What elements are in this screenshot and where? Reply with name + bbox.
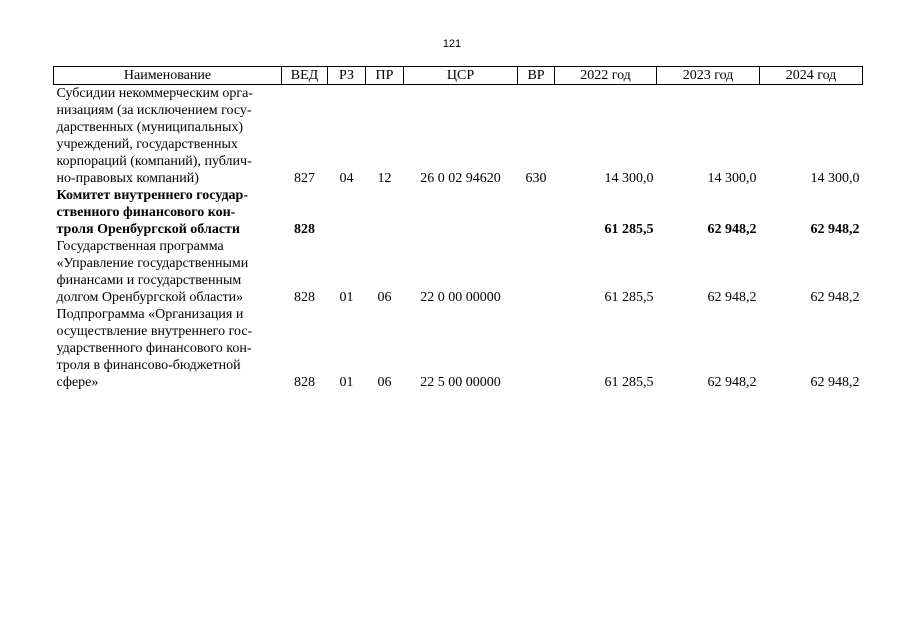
name-line: «Управление государственными [56, 256, 249, 271]
cell-pr: 06 [377, 290, 392, 305]
name-line: дарственных (муниципальных) [56, 120, 244, 135]
cell-csr: 26 0 02 94620 [420, 171, 501, 186]
cell-rz: 01 [339, 375, 354, 390]
table-row [54, 187, 863, 238]
header-rz: РЗ [328, 67, 366, 85]
cell-rz [328, 187, 366, 238]
cell-csr: 22 0 00 00000 [420, 290, 501, 305]
name-line: Подпрограмма «Организация и [56, 307, 244, 322]
cell-ved: 828 [294, 222, 315, 237]
cell-rz: 01 [339, 290, 354, 305]
name-line: Субсидии некоммерческим орга- [56, 86, 253, 101]
name-line: ударственного финансового кон- [56, 341, 252, 356]
name-line: но-правовых компаний) [56, 171, 199, 186]
cell-2024: 62 948,2 [810, 222, 860, 237]
name-line: корпораций (компаний), публич- [56, 154, 252, 169]
cell-2024: 62 948,2 [810, 375, 860, 390]
cell-2023: 14 300,0 [707, 171, 757, 186]
name-line: финансами и государственным [56, 273, 242, 288]
name-line: сфере» [56, 375, 99, 390]
header-vr: ВР [518, 67, 555, 85]
header-name: Наименование [54, 67, 282, 85]
name-line: осуществление внутреннего гос- [56, 324, 253, 339]
cell-pr [366, 187, 404, 238]
cell-name [54, 306, 282, 391]
cell-ved: 827 [294, 171, 315, 186]
table-row [54, 85, 863, 188]
cell-2022: 14 300,0 [604, 171, 654, 186]
name-line: Комитет внутреннего государ- [56, 188, 248, 203]
header-2022: 2022 год [555, 67, 657, 85]
cell-2024: 62 948,2 [810, 290, 860, 305]
cell-csr [404, 187, 518, 238]
cell-2022: 61 285,5 [604, 222, 654, 237]
cell-ved: 828 [294, 290, 315, 305]
cell-2022: 61 285,5 [604, 375, 654, 390]
name-line: Государственная программа [56, 239, 224, 254]
cell-ved: 828 [294, 375, 315, 390]
name-line: троля в финансово-бюджетной [56, 358, 241, 373]
cell-pr: 06 [377, 375, 392, 390]
header-ved: ВЕД [282, 67, 328, 85]
table-row [54, 238, 863, 306]
name-line: троля Оренбургской области [56, 222, 240, 237]
name-line: низациям (за исключением госу- [56, 103, 252, 118]
page-number: 121 [442, 38, 462, 50]
table-body [54, 85, 863, 392]
cell-2023: 62 948,2 [707, 290, 757, 305]
cell-pr: 12 [377, 171, 392, 186]
cell-2022: 61 285,5 [604, 290, 654, 305]
cell-csr: 22 5 00 00000 [420, 375, 501, 390]
table-row [54, 306, 863, 391]
cell-2023: 62 948,2 [707, 222, 757, 237]
budget-table [53, 66, 863, 391]
cell-rz: 04 [339, 171, 354, 186]
cell-vr: 630 [525, 171, 547, 186]
header-2024: 2024 год [760, 67, 863, 85]
cell-vr [518, 187, 555, 238]
cell-vr [518, 238, 555, 306]
name-line: учреждений, государственных [56, 137, 238, 152]
header-pr: ПР [366, 67, 404, 85]
name-line: ственного финансового кон- [56, 205, 236, 220]
cell-2024: 14 300,0 [810, 171, 860, 186]
cell-vr [518, 306, 555, 391]
cell-name [54, 238, 282, 306]
header-2023: 2023 год [657, 67, 760, 85]
header-csr: ЦСР [404, 67, 518, 85]
name-line: долгом Оренбургской области» [56, 290, 244, 305]
cell-name [54, 85, 282, 188]
cell-name [54, 187, 282, 238]
table-header-row [54, 67, 863, 85]
cell-2023: 62 948,2 [707, 375, 757, 390]
